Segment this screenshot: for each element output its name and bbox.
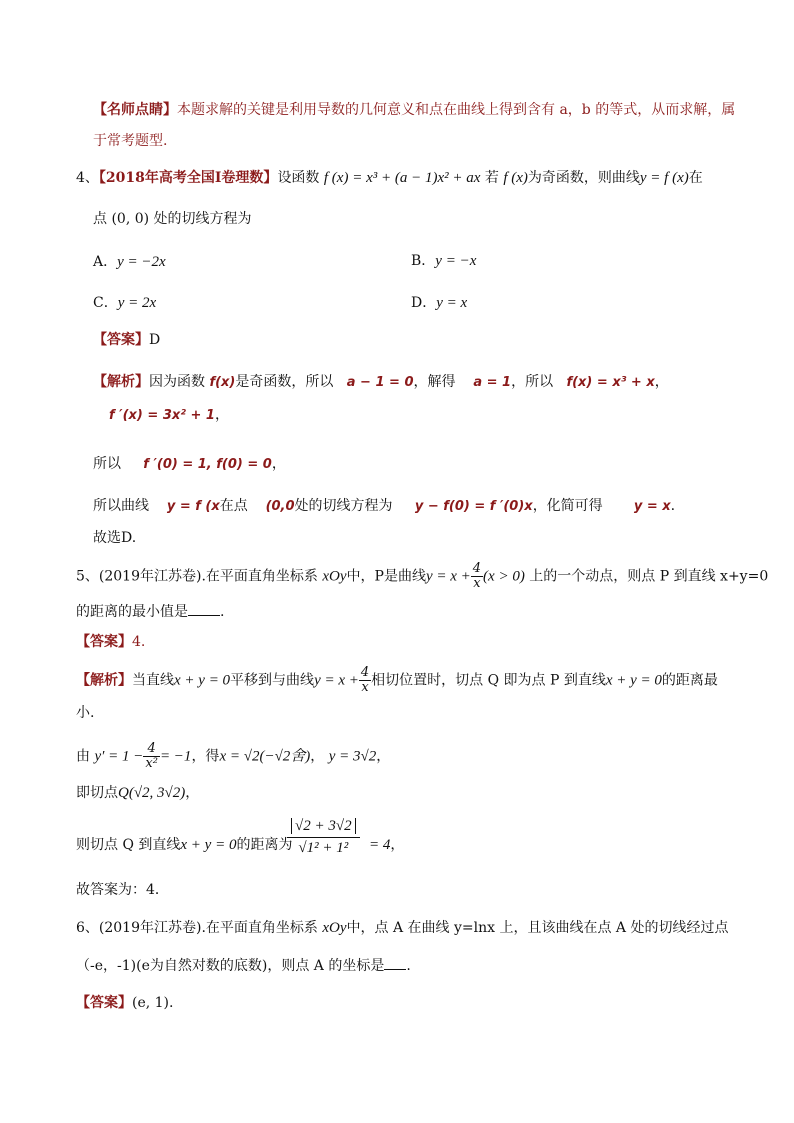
option-value: y = −x — [435, 253, 477, 269]
q4-number: 4、 — [76, 170, 99, 186]
analysis-fraction — [359, 666, 371, 695]
analysis-math: y′ = 1 − — [94, 748, 144, 765]
analysis-text: 当直线 — [132, 672, 174, 689]
option-value: y = −2x — [117, 254, 166, 270]
q5-conclusion — [76, 880, 169, 900]
q4-answer — [93, 330, 160, 350]
analysis-text: 所以 — [93, 456, 121, 472]
analysis-math: x + y = 0 — [174, 672, 231, 689]
analysis-math: x + y = 0 — [605, 672, 662, 689]
q4-option-c — [93, 293, 156, 313]
q4-stem-line-2 — [93, 209, 252, 229]
fraction-denominator: x — [473, 576, 481, 591]
analysis-text: 由 — [76, 748, 90, 765]
analysis-math: x + y = 0 — [180, 837, 237, 853]
q5-math: (x > 0) — [483, 568, 525, 585]
fraction-numerator: 4 — [472, 561, 482, 576]
q5-distance-line — [76, 835, 292, 855]
q4-derivative — [109, 405, 229, 426]
q4-stem-b: 若 — [484, 170, 499, 186]
q4-option-a — [93, 252, 166, 272]
q5-stem-line-2 — [76, 601, 224, 622]
q6-answer — [76, 993, 173, 1013]
option-value: y = x — [436, 295, 468, 311]
analysis-math: Q(√2, 3√2) — [118, 785, 186, 801]
analysis-math: = 4 — [369, 837, 391, 853]
option-label: C． — [93, 295, 118, 311]
q4-conclusion — [93, 528, 136, 548]
q4-stem-c: 为奇函数，则曲线 — [527, 170, 640, 186]
analysis-text: 故答案为：4． — [76, 882, 169, 898]
answer-value: (e, 1). — [132, 995, 174, 1011]
analysis-math: (0,0 — [265, 499, 295, 514]
q6-text: 6、(2019年江苏卷).在平面直角坐标系 — [76, 920, 318, 936]
q4-stem-d: 在 — [688, 170, 703, 186]
q4-analysis-line-1 — [93, 372, 669, 393]
analysis-text: ，所以 — [511, 374, 554, 390]
tip-line-1 — [93, 100, 735, 120]
q4-option-b — [411, 251, 476, 271]
analysis-text: 在点 — [219, 498, 248, 514]
analysis-math: y − f(0) = f ′(0)x — [414, 499, 533, 514]
tip-line-2 — [93, 131, 167, 151]
fraction-denominator: x² — [145, 756, 158, 771]
analysis-text: 处的切线方程为 — [294, 498, 393, 514]
analysis-math: a = 1 — [473, 375, 512, 390]
fraction-numerator — [287, 816, 360, 838]
absolute-value: √2 + 3√2 — [291, 818, 356, 834]
analysis-tag: 【解析】 — [76, 672, 132, 689]
analysis-text: ， — [214, 407, 229, 423]
analysis-math: y = x — [633, 499, 671, 514]
q4-fx: f (x) — [503, 170, 528, 186]
answer-tag: 【答案】 — [76, 995, 132, 1011]
q6-text: . — [406, 958, 411, 974]
analysis-math: f(x) — [209, 375, 236, 390]
q4-stem-2: 点 (0, 0) 处的切线方程为 — [93, 211, 252, 227]
derivative-fraction — [143, 742, 160, 771]
q4-option-d — [411, 293, 467, 313]
analysis-text: ， — [390, 837, 405, 853]
q6-text: （-e，-1)(e为自然对数的底数)，则点 A 的坐标是 — [76, 958, 385, 974]
analysis-text: 的距离为 — [236, 837, 293, 853]
q5-math: xOy — [322, 568, 347, 585]
answer-tag: 【答案】 — [76, 634, 132, 650]
tip-text-1: 本题求解的关键是利用导数的几何意义和点在曲线上得到含有 a，b 的等式，从而求解，属 — [177, 102, 736, 118]
q5-text: . — [220, 604, 225, 620]
analysis-text: ， — [185, 785, 200, 801]
tip-tag: 【名师点睛】 — [93, 102, 177, 118]
distance-result — [369, 835, 404, 855]
q4-function: f (x) = x³ + (a − 1)x² + ax — [323, 170, 481, 186]
analysis-math: y = f (x — [166, 499, 220, 514]
q5-answer — [76, 632, 145, 652]
q4-curve: y = f (x) — [639, 170, 689, 186]
q5-fraction — [471, 562, 483, 591]
analysis-math: = −1 — [159, 748, 192, 765]
q5-math: y = x + — [425, 568, 471, 585]
analysis-math: f(x) = x³ + x — [566, 375, 655, 390]
answer-value: D — [149, 332, 161, 348]
option-label: D． — [411, 295, 437, 311]
option-label: B． — [411, 253, 436, 269]
analysis-text: 即切点 — [76, 785, 118, 801]
analysis-text: ，化简可得 — [532, 498, 603, 514]
fraction-numerator: 4 — [360, 665, 370, 680]
analysis-text: 相切位置时，切点 Q 即为点 P 到直线 — [371, 672, 606, 689]
q5-tangent-point — [76, 783, 199, 803]
analysis-text: ，解得 — [413, 374, 456, 390]
analysis-math: a − 1 = 0 — [346, 375, 414, 390]
analysis-text: ， — [310, 748, 325, 765]
analysis-text: . — [670, 498, 676, 514]
fraction-denominator: x — [361, 680, 369, 695]
answer-blank — [188, 601, 220, 616]
q5-text: 5、(2019年江苏卷).在平面直角坐标系 — [76, 568, 318, 585]
q4-stem-a: 设函数 — [277, 170, 320, 186]
analysis-text: 则切点 Q 到直线 — [76, 837, 181, 853]
analysis-math: y = 3√2 — [328, 748, 377, 765]
q4-stem-line-1 — [76, 168, 703, 188]
analysis-tag: 【解析】 — [93, 374, 149, 390]
q5-analysis-line-2 — [76, 703, 94, 723]
q6-stem-line-1 — [76, 918, 728, 938]
analysis-text: ， — [271, 456, 286, 472]
q5-analysis-line-1 — [76, 666, 718, 695]
q4-source: 【2018年高考全国Ⅰ卷理数】 — [98, 170, 278, 186]
fraction-numerator: 4 — [143, 742, 160, 757]
option-label: A． — [93, 254, 118, 270]
analysis-text: 所以曲线 — [93, 498, 149, 514]
q5-text: 中，P是曲线 — [346, 568, 426, 585]
analysis-math: f ′(x) = 3x² + 1 — [109, 408, 215, 423]
q5-derivation — [76, 742, 390, 771]
q4-analysis-line-3 — [93, 454, 286, 475]
answer-tag: 【答案】 — [93, 332, 149, 348]
analysis-math: x = √2(−√2舍) — [219, 748, 311, 765]
q5-stem-line-1 — [76, 562, 768, 591]
q5-text: 上的一个动点，则点 P 到直线 x+y=0 — [529, 568, 769, 585]
q6-stem-line-2 — [76, 955, 411, 976]
q4-analysis-line-4 — [93, 496, 675, 517]
answer-value: 4. — [132, 634, 146, 650]
q6-text: 中，点 A 在曲线 y=lnx 上，且该曲线在点 A 处的切线经过点 — [346, 920, 729, 936]
analysis-text: ，得 — [191, 748, 220, 765]
option-value: y = 2x — [117, 295, 157, 311]
q5-text: 的距离的最小值是 — [76, 604, 188, 620]
analysis-text: 平移到与曲线 — [230, 672, 315, 689]
analysis-text: ， — [376, 748, 391, 765]
analysis-text: 因为函数 — [149, 374, 205, 390]
analysis-text: 故选D. — [93, 530, 137, 546]
analysis-text: 是奇函数，所以 — [235, 374, 334, 390]
tip-text-2: 于常考题型. — [93, 133, 168, 149]
fraction-denominator: √1² + 1² — [298, 840, 349, 856]
q6-math: xOy — [322, 920, 347, 936]
analysis-math: y = x + — [314, 672, 359, 689]
answer-blank — [384, 955, 406, 970]
analysis-text: 小. — [76, 705, 95, 721]
analysis-math: f ′(0) = 1, f(0) = 0 — [143, 457, 272, 472]
distance-fraction — [287, 816, 360, 859]
analysis-text: ， — [654, 374, 669, 390]
analysis-text: 的距离最 — [661, 672, 718, 689]
